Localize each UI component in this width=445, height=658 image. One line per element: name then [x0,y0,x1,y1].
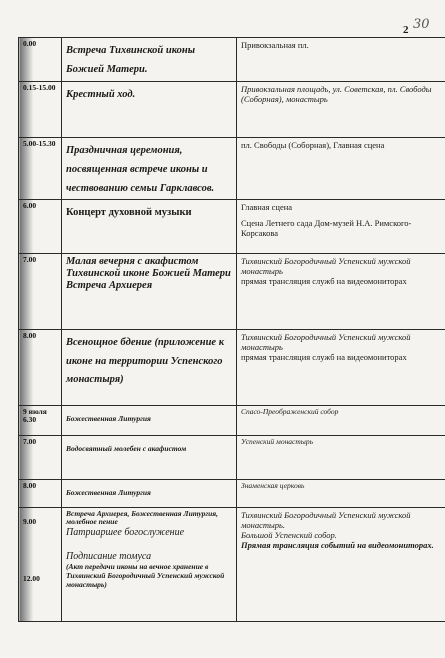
place-cell [237,199,445,253]
event-cell [62,329,237,405]
event-text: Малая вечерня с акафистом Тихвинской иконе Божией Матери [66,255,231,279]
time-cell: 7.00 [19,253,62,329]
event-cell [62,199,237,253]
event-cell [62,507,237,621]
event-text: (Акт передачи иконы на вечное хранение в Тихвинский Богородичный Успенский мужской монастырь) [66,561,225,589]
time-cell: 0.00 [19,38,62,82]
event-text: Божественная Литургия [66,413,151,423]
table-row [19,38,445,82]
time-cell: 8.00 [19,479,62,507]
place-line: Тихвинский Богородичный Успенский мужской монастырь. [241,509,411,530]
table-row [19,253,445,329]
event-text: Праздничная церемония, посвященная встрече иконы и чествованию семьи Гарклавсов. [66,145,215,194]
event-text: Встреча Тихвинской иконы Божией Матери. [66,45,196,75]
page-number: 2 [403,24,409,36]
time-text: 12.00 [23,574,40,583]
place-cell: Спасо-Преображенский собор [237,405,445,435]
place-line: Тихвинский Богородичный Успенский мужской монастырь [241,255,411,276]
place-line: Прямая трансляция событий на видеомониторах. [241,539,434,550]
place-cell [237,253,445,329]
event-text: Водосвятный молебен с акафистом [66,443,187,453]
table-row [19,138,445,200]
time-cell [19,507,62,621]
event-cell [62,405,237,435]
place-line: Большой Успенский собор. [241,529,337,540]
time-cell: 0.15-15.00 [19,82,62,138]
place-line: прямая трансляция служб на видеомониторах [241,275,407,286]
place-cell [237,329,445,405]
event-text: Концерт духовной музыки [66,206,192,218]
event-cell [62,253,237,329]
place-line: Тихвинский Богородичный Успенский мужской монастырь [241,331,411,352]
place-line: Сцена Летнего сада Дом-музей Н.А. Римского-Корсакова [241,217,412,238]
place-cell [237,507,445,621]
event-text: Божественная Литургия [66,487,151,497]
place-cell: Успенский монастырь [237,435,445,479]
time-cell: 7.00 [19,435,62,479]
table-row [19,405,445,435]
time-cell: 8.00 [19,329,62,405]
table-row [19,329,445,405]
place-cell: Привокзальная площадь, ул. Советская, пл. Свободы (Соборная), монастырь [237,82,445,138]
schedule-table [18,37,445,622]
place-line: прямая трансляция служб на видеомониторах [241,351,407,362]
place-cell: Знаменская церковь [237,479,445,507]
place-cell: Привокзальная пл. [237,38,445,82]
handwritten-page-number: 30 [413,17,430,32]
table-row [19,435,445,479]
table-row [19,82,445,138]
event-cell [62,82,237,138]
event-cell [62,435,237,479]
event-cell [62,138,237,200]
event-text: Всенощное бдение (приложение к иконе на территории Успенского монастыря) [66,336,225,386]
time-cell: 9 июля 6.30 [19,405,62,435]
event-text: Крестный ход. [66,89,136,100]
event-cell [62,38,237,82]
event-text: Встреча Архиерея [66,280,153,292]
place-cell: пл. Свободы (Соборная), Главная сцена [237,138,445,200]
event-text: Встреча Архиерея, Божественная Литургия, молебное пение [66,508,219,527]
event-text: Патриаршее богослужение [66,527,185,539]
table-row [19,479,445,507]
table-row [19,199,445,253]
time-cell: 6.00 [19,199,62,253]
time-cell: 5.00-15.30 [19,138,62,200]
time-text: 9.00 [23,517,37,527]
place-line: Главная сцена [241,201,293,212]
event-cell [62,479,237,507]
event-text: Подписание томуса [66,551,152,563]
table-row [19,507,445,621]
